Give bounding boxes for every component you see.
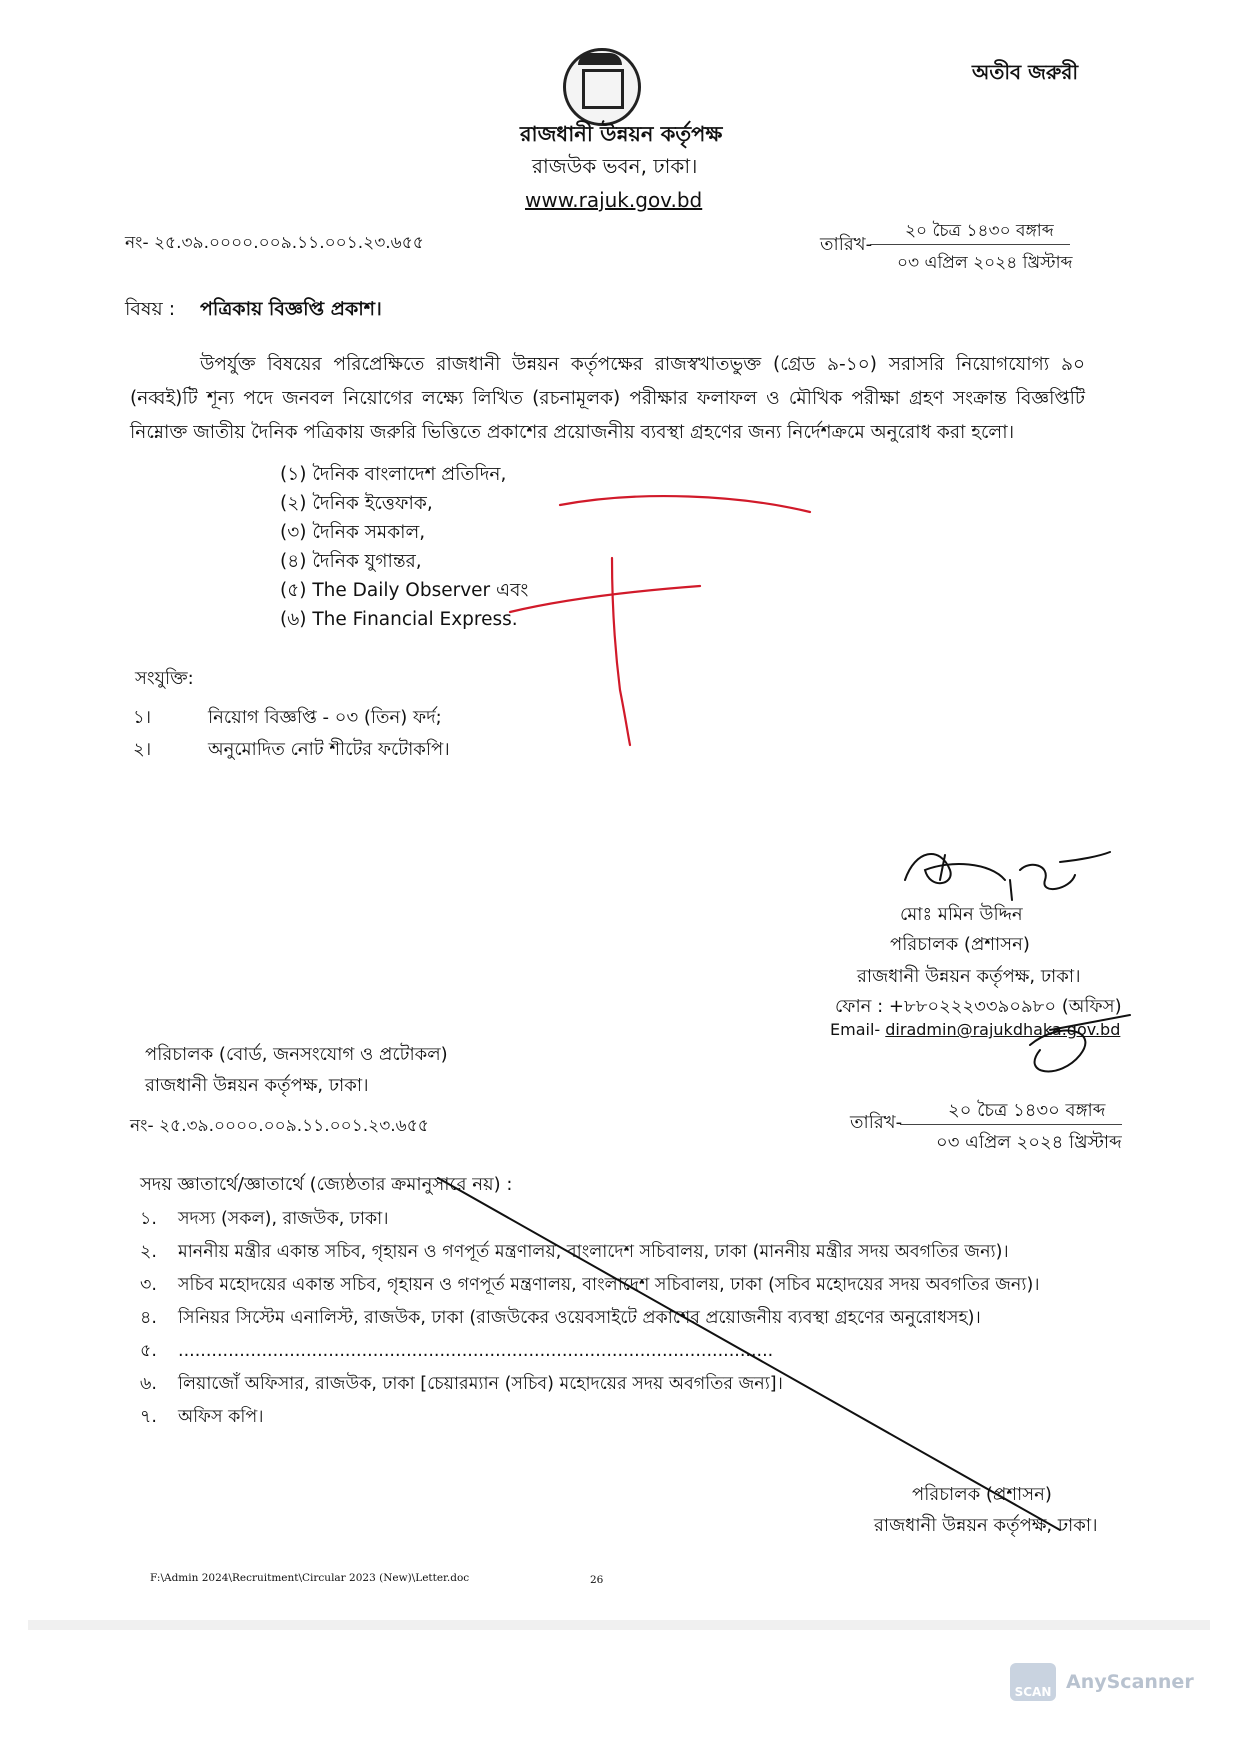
attachment-item: ২। অনুমোদিত নোট শীটের ফটোকপি। xyxy=(133,739,450,760)
red-ink-stroke xyxy=(560,496,810,512)
footer-signatory-org: রাজধানী উন্নয়ন কর্তৃপক্ষ, ঢাকা। xyxy=(874,1515,1098,1536)
newspaper-item: (২) দৈনিক ইত্তেফাক, xyxy=(280,493,433,514)
newspaper-item: (৫) The Daily Observer এবং xyxy=(280,580,529,601)
red-ink-stroke xyxy=(510,586,700,612)
signatory-name: মোঃ মমিন উদ্দিন xyxy=(900,904,1023,925)
newspaper-item: (১) দৈনিক বাংলাদেশ প্রতিদিন, xyxy=(280,464,507,485)
memo-date-label: তারিখ- xyxy=(820,234,873,255)
org-building: রাজউক ভবন, ঢাকা। xyxy=(532,154,698,178)
email-label: Email- xyxy=(830,1020,881,1039)
signature-scribble xyxy=(905,852,1110,900)
copy-date-label: তারিখ- xyxy=(850,1112,903,1133)
signature-scribble xyxy=(1030,1015,1130,1071)
signatory-title: পরিচালক (প্রশাসন) xyxy=(890,934,1030,955)
copy-item: ৬. লিয়াজোঁ অফিসার, রাজউক, ঢাকা [চেয়ারম্যান (সচিব) মহোদয়ের সদয় অবগতির জন্য]। xyxy=(140,1374,783,1394)
copy-date-bangla: ২০ চৈত্র ১৪৩০ বঙ্গাব্দ xyxy=(948,1100,1106,1121)
signatory-email[interactable]: diradmin@rajukdhaka.gov.bd xyxy=(885,1020,1121,1039)
copy-item: ৪. সিনিয়র সিস্টেম এনালিস্ট, রাজউক, ঢাকা (রাজউকের ওয়েবসাইটে প্রকাশের প্রয়োজনীয় ব্যবস্থা গ্রহণের অনুরোধসহ)। xyxy=(140,1308,981,1328)
copies-label: সদয় জ্ঞাতার্থে/জ্ঞাতার্থে (জ্যেষ্ঠতার ক্রমানুসারে নয়) : xyxy=(140,1174,513,1195)
copy-item: ২. মাননীয় মন্ত্রীর একান্ত সচিব, গৃহায়ন ও গণপূর্ত মন্ত্রণালয়, বাংলাদেশ সচিবালয়, ঢাকা (মাননীয় মন্ত্রীর সদয় অবগতির জন্য)। xyxy=(140,1242,1009,1262)
scanner-name: AnyScanner xyxy=(1066,1671,1194,1693)
copy-item: ৫. ........................................................................................................... xyxy=(140,1341,774,1361)
signatory-phone: ফোন : +৮৮০২২২৩৩৯০৯৮০ (অফিস) xyxy=(835,996,1122,1017)
red-ink-stroke xyxy=(612,558,630,745)
scan-icon: SCAN xyxy=(1010,1663,1056,1701)
org-website[interactable]: www.rajuk.gov.bd xyxy=(525,188,703,212)
addressee-line1: পরিচালক (বোর্ড, জনসংযোগ ও প্রটোকল) xyxy=(145,1044,448,1065)
signatory-org: রাজধানী উন্নয়ন কর্তৃপক্ষ, ঢাকা। xyxy=(857,966,1081,987)
subject-label: বিষয় : xyxy=(125,298,176,320)
body-text: উপর্যুক্ত বিষয়ের পরিপ্রেক্ষিতে রাজধানী উন্নয়ন কর্তৃপক্ষের রাজস্বখাতভুক্ত (গ্রেড ৯-১০) সরাসরি নিয়োগযোগ্য ৯০ (নব্বই)টি শূন্য পদে জনবল নিয়োগের লক্ষ্যে লিখিত (রচনামূলক) পরীক্ষার ফলাফল ও মৌখিক পরীক্ষা গ্রহণ সংক্রান্ত বিজ্ঞপ্তিটি নিম্নোক্ত জাতীয় দৈনিক পত্রিকায় জরুরি ভিত্তিতে প্রকাশের প্রয়োজনীয় ব্যবস্থা গ্রহণের জন্য নির্দেশক্রমে অনুরোধ করা হলো। xyxy=(130,354,1085,443)
diagonal-strike-line xyxy=(438,1178,1060,1530)
copy-item: ৭. অফিস কপি। xyxy=(140,1407,264,1427)
copy-item: ৩. সচিব মহোদয়ের একান্ত সচিব, গৃহায়ন ও গণপূর্ত মন্ত্রণালয়, বাংলাদেশ সচিবালয়, ঢাকা (সচিব মহোদয়ের সদয় অবগতির জন্য)। xyxy=(140,1275,1040,1295)
newspaper-item: (৩) দৈনিক সমকাল, xyxy=(280,522,426,543)
newspaper-item: (৬) The Financial Express. xyxy=(280,609,518,630)
memo-date-english: ০৩ এপ্রিল ২০২৪ খ্রিস্টাব্দ xyxy=(897,253,1073,273)
page-number: 26 xyxy=(590,1574,604,1586)
memo-date-bangla: ২০ চৈত্র ১৪৩০ বঙ্গাব্দ xyxy=(905,221,1054,241)
addressee-line2: রাজধানী উন্নয়ন কর্তৃপক্ষ, ঢাকা। xyxy=(145,1075,369,1096)
memo-ref-no: নং- ২৫.৩৯.০০০০.০০৯.১১.০০১.২৩.৬৫৫ xyxy=(125,233,424,253)
attachments-label: সংযুক্তি: xyxy=(135,668,194,689)
attachment-item: ১। নিয়োগ বিজ্ঞপ্তি - ০৩ (তিন) ফর্দ; xyxy=(133,707,442,728)
file-path: F:\Admin 2024\Recruitment\Circular 2023 (New)\Letter.doc xyxy=(150,1572,470,1584)
newspaper-item: (৪) দৈনিক যুগান্তর, xyxy=(280,551,422,572)
copy-item: ১. সদস্য (সকল), রাজউক, ঢাকা। xyxy=(140,1209,389,1229)
subject-text: পত্রিকায় বিজ্ঞপ্তি প্রকাশ। xyxy=(200,298,382,320)
org-name: রাজধানী উন্নয়ন কর্তৃপক্ষ xyxy=(520,122,723,146)
urgency-mark: অতীব জরুরী xyxy=(972,60,1079,84)
anyscanner-watermark xyxy=(1010,1662,1194,1702)
footer-signatory-title: পরিচালক (প্রশাসন) xyxy=(912,1484,1052,1505)
copy-ref-no: নং- ২৫.৩৯.০০০০.০০৯.১১.০০১.২৩.৬৫৫ xyxy=(130,1116,429,1136)
copy-date-english: ০৩ এপ্রিল ২০২৪ খ্রিস্টাব্দ xyxy=(936,1132,1122,1153)
